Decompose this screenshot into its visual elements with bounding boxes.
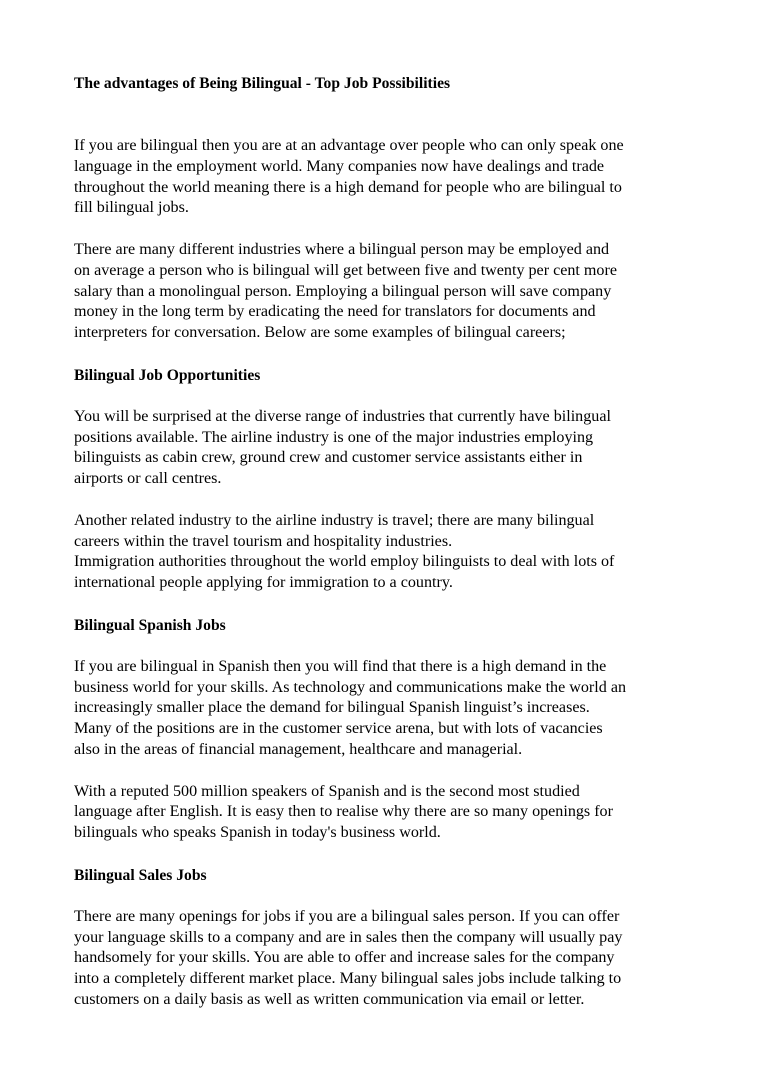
text-line: throughout the world meaning there is a high demand for people who are bilingual to <box>74 178 622 196</box>
text-line: your language skills to a company and are in sales then the company will usually pay <box>74 928 623 946</box>
text-line: Immigration authorities throughout the world employ bilinguists to deal with lots of <box>74 553 615 571</box>
spanish-jobs-paragraph-2 <box>74 782 704 844</box>
text-line: handsomely for your skills. You are able to offer and increase sales for the company <box>74 949 615 967</box>
document-page <box>74 73 704 1031</box>
text-line: positions available. The airline industry is one of the major industries employing <box>74 428 594 446</box>
section-heading-job-opportunities: Bilingual Job Opportunities <box>74 366 261 384</box>
text-line: business world for your skills. As technology and communications make the world an <box>74 678 627 696</box>
text-line: With a reputed 500 million speakers of Spanish and is the second most studied <box>74 782 580 800</box>
text-line: language in the employment world. Many companies now have dealings and trade <box>74 157 605 175</box>
text-line: international people applying for immigration to a country. <box>74 574 453 592</box>
intro-paragraph-1 <box>74 136 704 219</box>
text-line: fill bilingual jobs. <box>74 199 189 217</box>
text-line: There are many openings for jobs if you are a bilingual sales person. If you can offer <box>74 907 620 925</box>
text-line: If you are bilingual in Spanish then you will find that there is a high demand in the <box>74 657 607 675</box>
text-line: bilinguals who speaks Spanish in today's business world. <box>74 824 441 842</box>
text-line: Another related industry to the airline industry is travel; there are many bilingual <box>74 511 595 529</box>
text-line: Many of the positions are in the customer service arena, but with lots of vacancies <box>74 720 603 738</box>
text-line: You will be surprised at the diverse range of industries that currently have bilingual <box>74 407 611 425</box>
text-line: interpreters for conversation. Below are some examples of bilingual careers; <box>74 324 566 342</box>
section-heading-sales-jobs: Bilingual Sales Jobs <box>74 866 207 884</box>
text-line: also in the areas of financial management, healthcare and managerial. <box>74 740 523 758</box>
text-line: If you are bilingual then you are at an advantage over people who can only speak one <box>74 137 624 154</box>
text-line: airports or call centres. <box>74 470 222 488</box>
text-line: bilinguists as cabin crew, ground crew and customer service assistants either in <box>74 449 583 467</box>
text-line: money in the long term by eradicating the need for translators for documents and <box>74 303 596 321</box>
text-line: customers on a daily basis as well as written communication via email or letter. <box>74 990 585 1008</box>
text-line: careers within the travel tourism and hospitality industries. <box>74 532 453 550</box>
text-line: language after English. It is easy then to realise why there are so many openings for <box>74 803 613 821</box>
job-opportunities-paragraph-2 <box>74 511 704 553</box>
job-opportunities-paragraph-1 <box>74 407 704 490</box>
job-opportunities-paragraph-3 <box>74 552 704 594</box>
text-line: salary than a monolingual person. Employing a bilingual person will save company <box>74 282 612 300</box>
intro-paragraph-2 <box>74 240 704 344</box>
document-title: The advantages of Being Bilingual - Top Job Possibilities <box>74 75 451 92</box>
text-line: There are many different industries where a bilingual person may be employed and <box>74 240 610 258</box>
text-line: into a completely different market place. Many bilingual sales jobs include talking to <box>74 970 622 988</box>
spanish-jobs-paragraph-1 <box>74 657 704 761</box>
text-line: increasingly smaller place the demand for bilingual Spanish linguist’s increases. <box>74 699 590 717</box>
text-line: on average a person who is bilingual will get between five and twenty per cent more <box>74 261 617 279</box>
sales-jobs-paragraph-1 <box>74 907 704 1011</box>
section-heading-spanish-jobs: Bilingual Spanish Jobs <box>74 616 226 634</box>
